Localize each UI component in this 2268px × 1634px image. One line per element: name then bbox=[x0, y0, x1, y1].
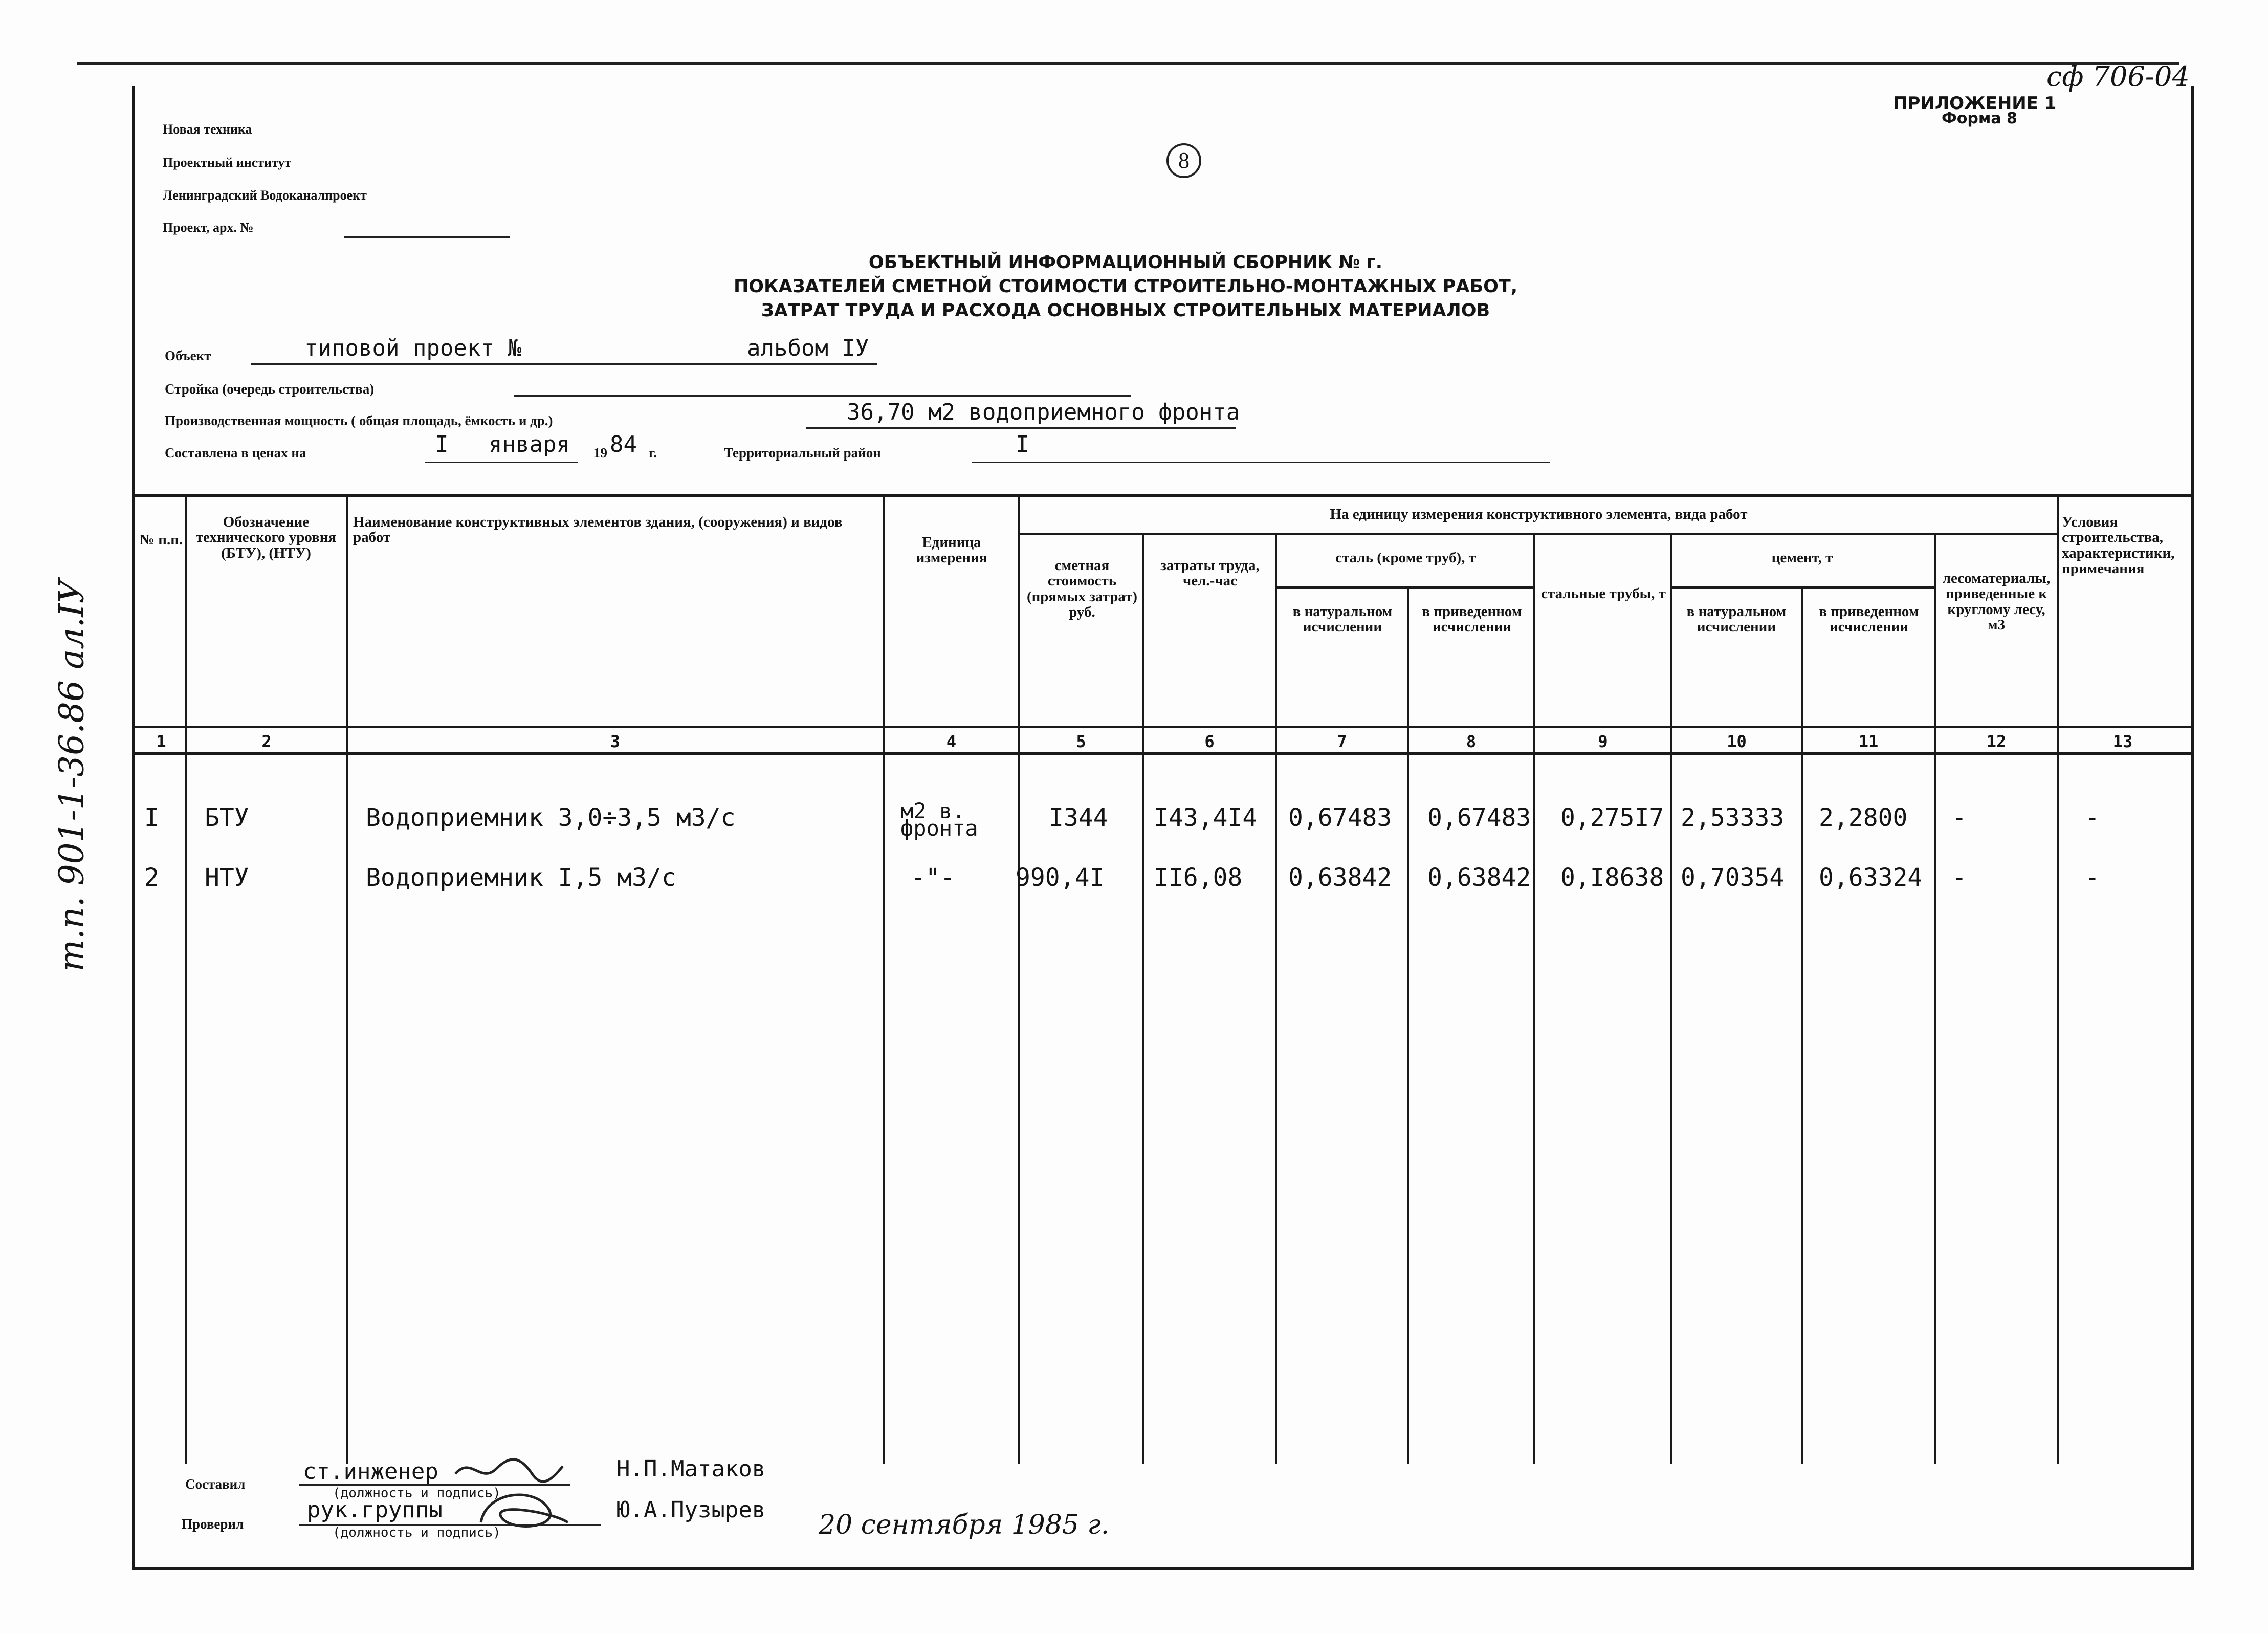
col-line-7 bbox=[1407, 586, 1409, 1464]
composed-label: Составил bbox=[185, 1476, 246, 1492]
appendix-label: ПРИЛОЖЕНИЕ 1 bbox=[1893, 93, 2057, 114]
checked-position: рук.группы bbox=[307, 1497, 443, 1523]
header-name: Наименование конструктивных элементов здания, (сооружения) и видов работ bbox=[353, 514, 843, 546]
colnum-10: 10 bbox=[1727, 732, 1747, 751]
table-top-line bbox=[132, 494, 2194, 497]
header-pipes: стальные трубы, т bbox=[1541, 585, 1666, 602]
region-label: Территориальный район bbox=[724, 445, 881, 461]
steel-sub-line bbox=[1275, 586, 1533, 589]
col-line-10 bbox=[1801, 586, 1803, 1464]
region-value: I bbox=[1016, 431, 1029, 457]
checked-name: Ю.А.Пузырев bbox=[616, 1497, 766, 1523]
header-num: № п.п. bbox=[139, 532, 183, 548]
row1-labor: I43,4I4 bbox=[1154, 803, 1258, 832]
org-line-4: Проект, арх. № bbox=[163, 220, 254, 235]
col-line-6 bbox=[1275, 533, 1277, 1464]
header-cement-natural: в натуральном исчислении bbox=[1686, 603, 1787, 636]
composed-hint: (должность и подпись) bbox=[333, 1486, 501, 1501]
header-cost: сметная стоимость (прямых затрат) руб. bbox=[1026, 557, 1138, 621]
org-line-1: Новая техника bbox=[163, 122, 252, 137]
colnum-8: 8 bbox=[1466, 732, 1477, 751]
row2-notes: - bbox=[2085, 863, 2100, 892]
col-line-1 bbox=[185, 496, 187, 1464]
colnum-bottom-line bbox=[132, 752, 2194, 755]
row1-unit: м2 в. фронта bbox=[900, 798, 978, 841]
object-value: типовой проект № bbox=[304, 335, 521, 361]
project-number-line bbox=[344, 236, 510, 238]
signature-mark-1 bbox=[450, 1453, 568, 1489]
colnum-12: 12 bbox=[1986, 732, 2007, 751]
header-steel: сталь (кроме труб), т bbox=[1335, 550, 1476, 566]
title-line-3: ЗАТРАТ ТРУДА И РАСХОДА ОСНОВНЫХ СТРОИТЕЛЬНЫХ МАТЕРИАЛОВ bbox=[761, 300, 1490, 321]
row2-cement-natural: 0,70354 bbox=[1681, 863, 1785, 892]
row2-pipes: 0,I8638 bbox=[1560, 863, 1664, 892]
row1-cement-natural: 2,53333 bbox=[1681, 803, 1785, 832]
object-label: Объект bbox=[165, 348, 211, 363]
row2-steel-natural: 0,63842 bbox=[1288, 863, 1392, 892]
col-line-4 bbox=[1018, 496, 1020, 1464]
title-line-2: ПОКАЗАТЕЛЕЙ СМЕТНОЙ СТОИМОСТИ СТРОИТЕЛЬНО-МОНТАЖНЫХ РАБОТ, bbox=[733, 276, 1518, 297]
header-labor: затраты труда, чел.-час bbox=[1160, 557, 1260, 590]
page-number bbox=[1166, 143, 1201, 178]
row2-level: НТУ bbox=[205, 863, 249, 892]
header-level: Обозначение технического уровня (БТУ), (НТУ) bbox=[195, 514, 337, 561]
row1-notes: - bbox=[2085, 803, 2100, 832]
row1-steel-reduced: 0,67483 bbox=[1427, 803, 1531, 832]
col-line-2 bbox=[346, 496, 348, 1464]
prices-line bbox=[425, 462, 578, 463]
stroyka-label: Стройка (очередь строительства) bbox=[165, 381, 375, 397]
row1-num: I bbox=[144, 803, 159, 832]
colnum-9: 9 bbox=[1598, 732, 1608, 751]
row1-name: Водоприемник 3,0÷3,5 м3/с bbox=[366, 803, 736, 832]
col-line-5 bbox=[1142, 533, 1144, 1464]
prices-year: 84 bbox=[610, 431, 637, 457]
header-bottom-line bbox=[132, 726, 2194, 728]
row1-timber: - bbox=[1952, 803, 1967, 832]
page-number-text: 8 bbox=[1178, 148, 1190, 173]
colnum-4: 4 bbox=[946, 732, 957, 751]
colnum-5: 5 bbox=[1076, 732, 1086, 751]
row1-pipes: 0,275I7 bbox=[1560, 803, 1664, 832]
row2-unit: -"- bbox=[911, 863, 955, 892]
header-steel-natural: в натуральном исчислении bbox=[1292, 603, 1393, 636]
stroyka-line bbox=[514, 395, 1131, 397]
header-cement: цемент, т bbox=[1771, 550, 1833, 566]
signature-mark-2 bbox=[471, 1487, 573, 1533]
colnum-3: 3 bbox=[610, 732, 621, 751]
capacity-value: 36,70 м2 водоприемного фронта bbox=[847, 399, 1240, 425]
top-rule bbox=[77, 62, 2179, 65]
row1-level: БТУ bbox=[205, 803, 249, 832]
col-line-9 bbox=[1670, 533, 1672, 1464]
col-line-8 bbox=[1533, 533, 1535, 1464]
group-header-line bbox=[1018, 533, 2057, 535]
composed-name: Н.П.Матаков bbox=[616, 1456, 766, 1482]
side-note: т.п. 901-1-36.86 ал.IУ bbox=[52, 579, 92, 972]
row2-steel-reduced: 0,63842 bbox=[1427, 863, 1531, 892]
checked-hint: (должность и подпись) bbox=[333, 1525, 501, 1540]
composed-position: ст.инженер bbox=[303, 1458, 438, 1485]
album-value: альбом IУ bbox=[747, 335, 869, 361]
form-label: Форма 8 bbox=[1942, 110, 2017, 127]
signature-date: 20 сентября 1985 г. bbox=[819, 1510, 1110, 1540]
prices-month: января bbox=[489, 431, 570, 457]
colnum-13: 13 bbox=[2112, 732, 2133, 751]
row1-cement-reduced: 2,2800 bbox=[1819, 803, 1908, 832]
prices-label: Составлена в ценах на bbox=[165, 445, 306, 461]
org-line-3: Ленинградский Водоканалпроект bbox=[163, 188, 367, 203]
row2-cost: 990,4I bbox=[1016, 863, 1105, 892]
header-timber: лесоматериалы, приведенные к круглому лесу, м3 bbox=[1942, 570, 2051, 634]
capacity-line bbox=[806, 427, 1236, 429]
capacity-label: Производственная мощность ( общая площадь, ёмкость и др.) bbox=[165, 413, 553, 428]
corner-note: сф 706-04 bbox=[2046, 60, 2190, 93]
prices-year-prefix: 19 bbox=[593, 445, 607, 461]
header-notes: Условия строительства, характеристики, примечания bbox=[2062, 514, 2175, 577]
col-line-12 bbox=[2057, 496, 2059, 1464]
row2-labor: II6,08 bbox=[1154, 863, 1243, 892]
object-line bbox=[251, 363, 877, 365]
row1-steel-natural: 0,67483 bbox=[1288, 803, 1392, 832]
header-group: На единицу измерения конструктивного элемента, вида работ bbox=[1330, 506, 1748, 522]
header-unit: Единица измерения bbox=[916, 534, 987, 567]
title-line-1: ОБЪЕКТНЫЙ ИНФОРМАЦИОННЫЙ СБОРНИК № г. bbox=[868, 252, 1383, 273]
org-line-2: Проектный институт bbox=[163, 155, 292, 170]
row2-cement-reduced: 0,63324 bbox=[1819, 863, 1923, 892]
row1-cost: I344 bbox=[1049, 803, 1108, 832]
checked-label: Проверил bbox=[182, 1516, 244, 1532]
col-line-3 bbox=[883, 496, 885, 1464]
col-line-11 bbox=[1934, 533, 1936, 1464]
colnum-1: 1 bbox=[156, 732, 166, 751]
colnum-2: 2 bbox=[261, 732, 272, 751]
row2-timber: - bbox=[1952, 863, 1967, 892]
row2-num: 2 bbox=[144, 863, 159, 892]
region-line bbox=[972, 462, 1550, 463]
colnum-7: 7 bbox=[1337, 732, 1347, 751]
row2-name: Водоприемник I,5 м3/с bbox=[366, 863, 676, 892]
prices-year-suffix: г. bbox=[649, 445, 657, 461]
header-cement-reduced: в приведенном исчислении bbox=[1819, 603, 1919, 636]
prices-day: I bbox=[435, 431, 449, 457]
colnum-6: 6 bbox=[1204, 732, 1215, 751]
header-steel-reduced: в приведенном исчислении bbox=[1422, 603, 1522, 636]
colnum-11: 11 bbox=[1858, 732, 1879, 751]
